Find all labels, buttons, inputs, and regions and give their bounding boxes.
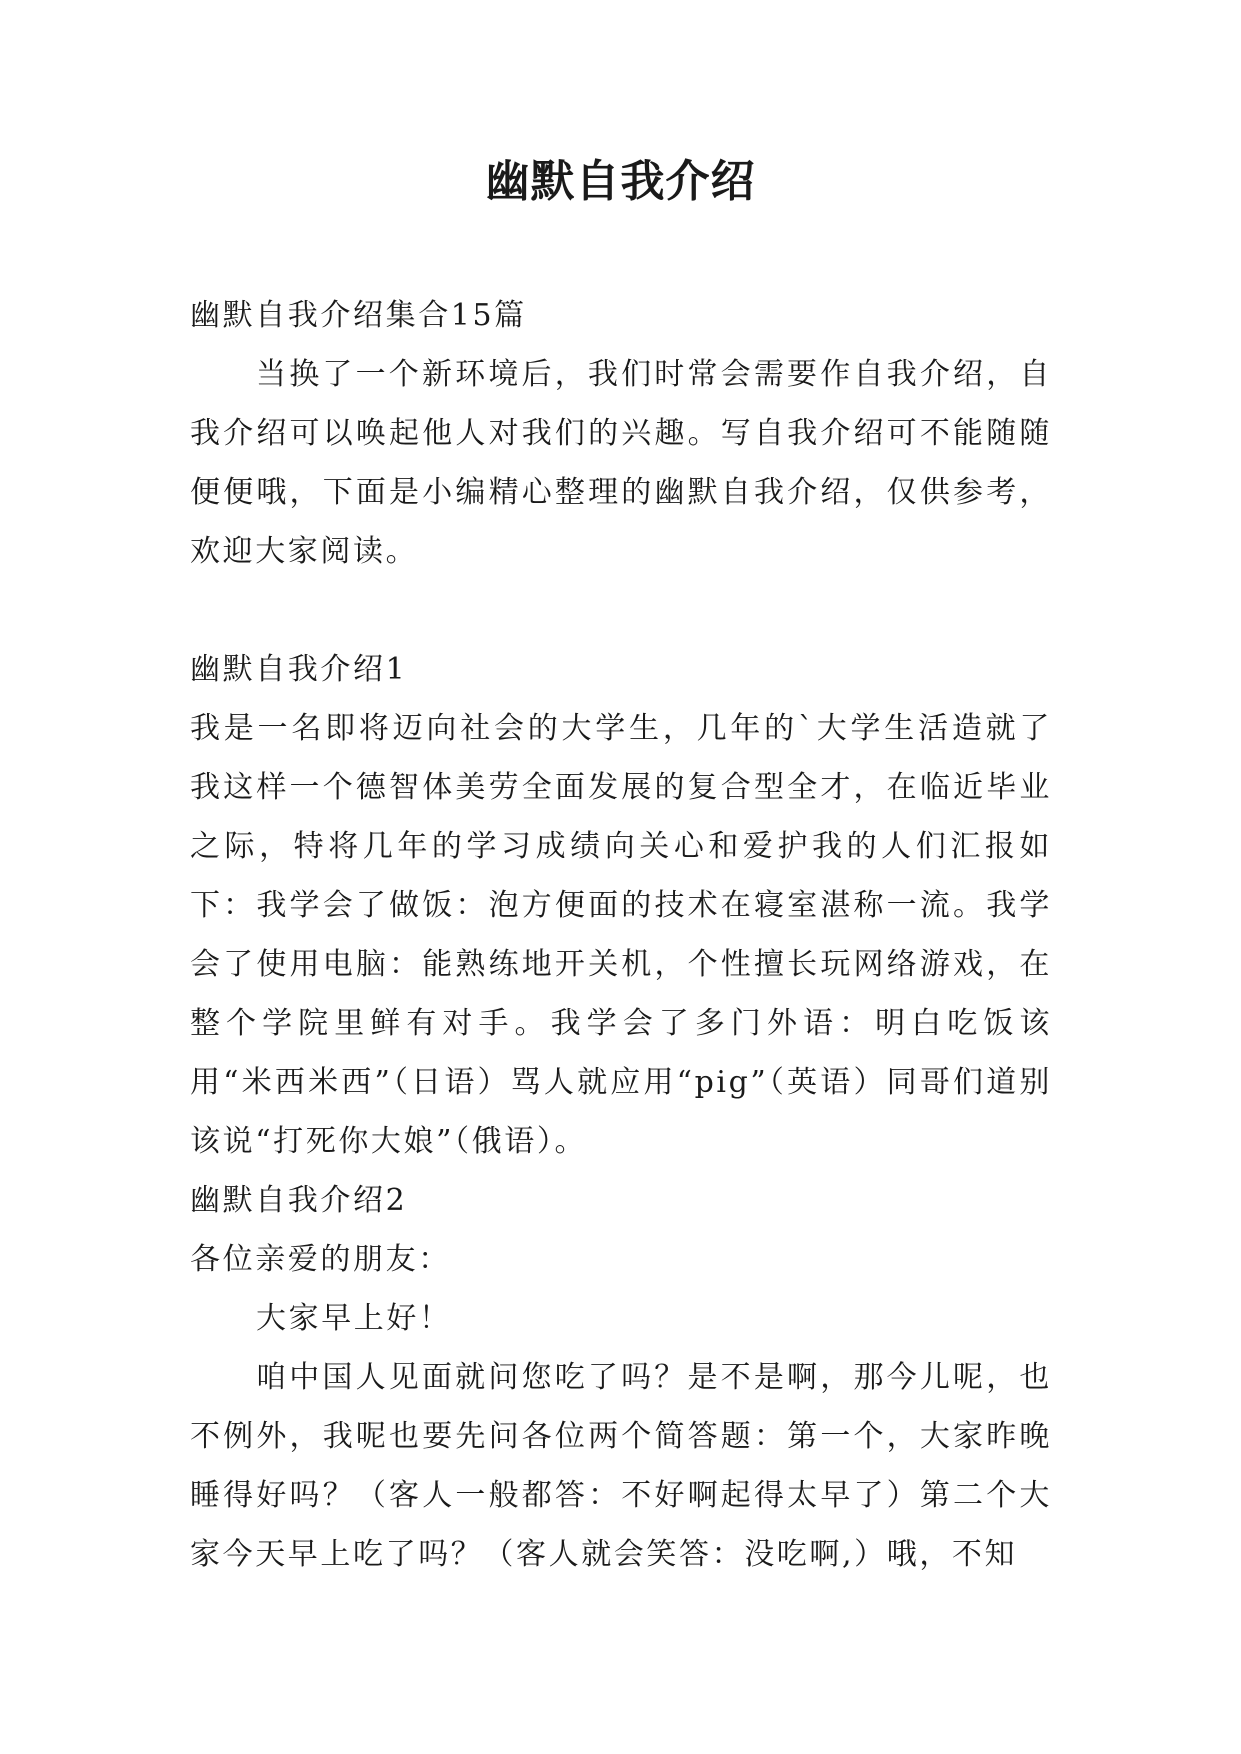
section-2-salutation: 各位亲爱的朋友： bbox=[190, 1242, 451, 1277]
section-2-greeting: 大家早上好！ bbox=[256, 1301, 452, 1336]
section-2-heading: 幽默自我介绍2 bbox=[190, 1183, 408, 1218]
section-1-heading: 幽默自我介绍1 bbox=[190, 652, 408, 687]
collection-heading: 幽默自我介绍集合15篇 bbox=[190, 298, 527, 333]
section-2-paragraph: 咱中国人见面就问您吃了吗？是不是啊，那今儿呢，也不例外，我呢也要先问各位两个简答题：第一个，大家昨晚睡得好吗？（客人一般都答：不好啊起得太早了）第二个大家今天早上吃了吗？（客人就会笑答：没吃啊,）哦，不知 bbox=[190, 1360, 1052, 1572]
document-body bbox=[190, 286, 1052, 1584]
intro-paragraph: 当换了一个新环境后，我们时常会需要作自我介绍，自我介绍可以唤起他人对我们的兴趣。写自我介绍可不能随随便便哦，下面是小编精心整理的幽默自我介绍，仅供参考，欢迎大家阅读。 bbox=[190, 357, 1052, 569]
section-1-paragraph: 我是一名即将迈向社会的大学生，几年的`大学生活造就了我这样一个德智体美劳全面发展的复合型全才，在临近毕业之际，特将几年的学习成绩向关心和爱护我的人们汇报如下：我学会了做饭：泡方便面的技术在寝室湛称一流。我学会了使用电脑：能熟练地开关机，个性擅长玩网络游戏，在整个学院里鲜有对手。我学会了多门外语：明白吃饭该用“米西米西”（日语）骂人就应用“pig”（英语）同哥们道别该说“打死你大娘”（俄语）。 bbox=[190, 711, 1052, 1159]
document-title: 幽默自我介绍 bbox=[485, 156, 756, 207]
section-spacer bbox=[190, 581, 1052, 640]
